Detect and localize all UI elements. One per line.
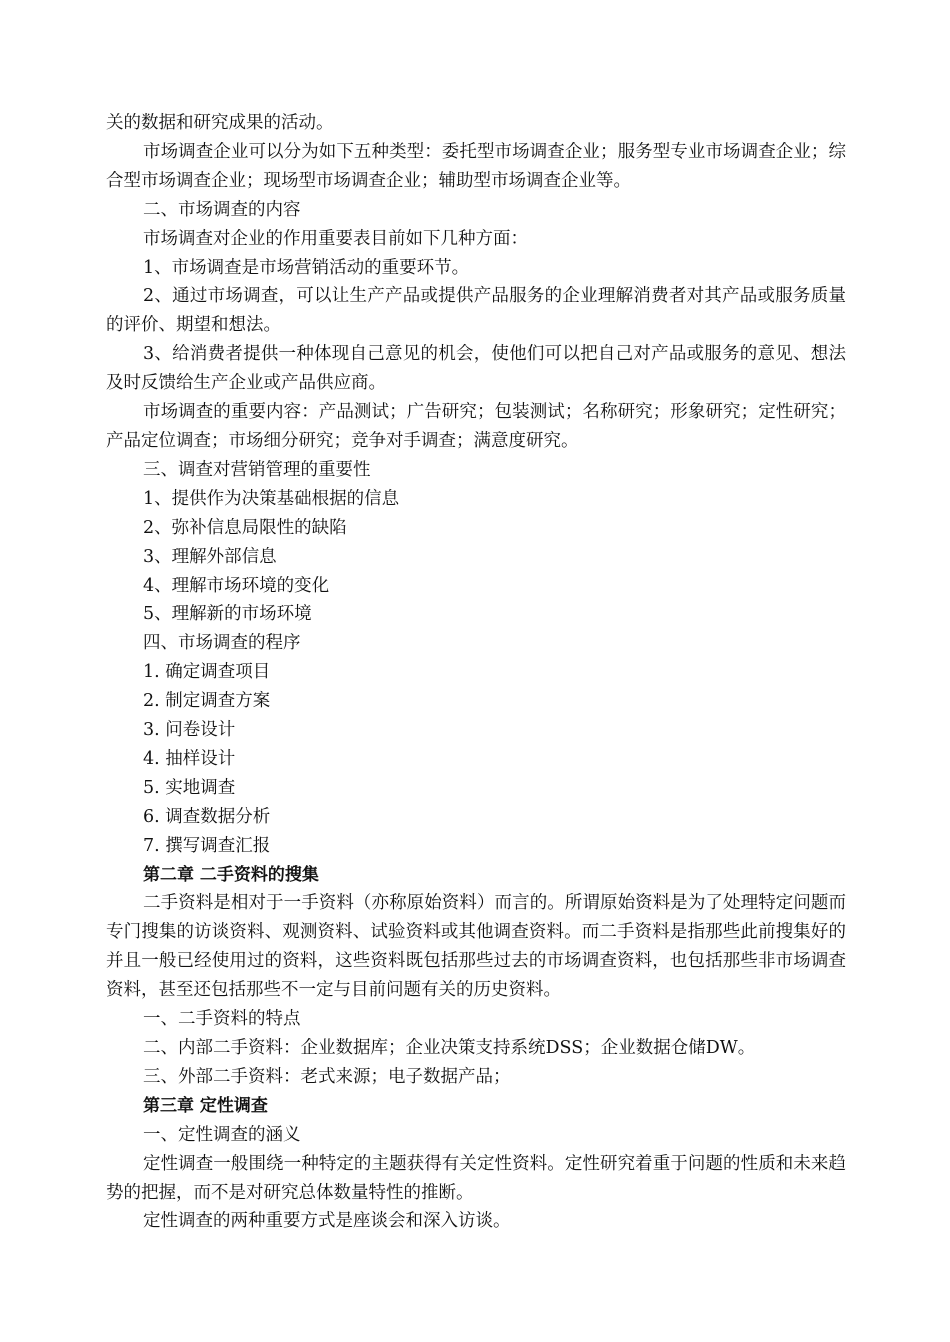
- paragraph: 一、定性调查的涵义: [143, 1124, 301, 1145]
- paragraph: 2. 制定调查方案: [143, 691, 271, 712]
- chapter-heading: 第二章 二手资料的搜集: [143, 864, 319, 885]
- paragraph: 3、给消费者提供一种体现自己意见的机会，使他们可以把自己对产品或服务的意见、想法及时反馈给生产企业或产品供应商。: [106, 344, 846, 394]
- paragraph: 二、内部二手资料：企业数据库；企业决策支持系统DSS；企业数据仓储DW。: [143, 1038, 756, 1058]
- paragraph: 市场调查的重要内容：产品测试；广告研究；包装测试；名称研究；形象研究；定性研究；产品定位调查；市场细分研究；竞争对手调查；满意度研究。: [106, 402, 846, 451]
- paragraph: 1、提供作为决策基础根据的信息: [143, 488, 400, 509]
- paragraph: 定性调查的两种重要方式是座谈会和深入访谈。: [143, 1211, 511, 1232]
- paragraph: 二手资料是相对于一手资料（亦称原始资料）而言的。所谓原始资料是为了处理特定问题而专门搜集的访谈资料、观测资料、试验资料或其他调查资料。而二手资料是指那些此前搜集好的并且一般已经使用过的资料，这些资料既包括那些过去的市场调查资料，也包括那些非市场调查资料，甚至还包括那些不一定与目前问题有关的历史资料。: [106, 893, 846, 1001]
- paragraph: 4、理解市场环境的变化: [143, 575, 330, 596]
- paragraph: 1、市场调查是市场营销活动的重要环节。: [143, 257, 470, 278]
- paragraph: 市场调查企业可以分为如下五种类型：委托型市场调查企业；服务型专业市场调查企业；综合型市场调查企业；现场型市场调查企业；辅助型市场调查企业等。: [106, 141, 846, 191]
- paragraph: 1. 确定调查项目: [143, 662, 271, 683]
- paragraph: 3、理解外部信息: [143, 546, 277, 567]
- paragraph: 5、理解新的市场环境: [143, 604, 312, 625]
- paragraph: 关的数据和研究成果的活动。: [106, 113, 334, 133]
- paragraph: 四、市场调查的程序: [143, 633, 301, 654]
- chapter-heading: 第三章 定性调查: [143, 1095, 268, 1116]
- paragraph: 3. 问卷设计: [143, 720, 236, 741]
- paragraph: 6. 调查数据分析: [143, 806, 271, 827]
- paragraph: 三、调查对营销管理的重要性: [143, 459, 371, 480]
- paragraph: 5. 实地调查: [143, 777, 236, 798]
- paragraph: 市场调查对企业的作用重要表目前如下几种方面：: [143, 228, 528, 249]
- paragraph: 定性调查一般围绕一种特定的主题获得有关定性资料。定性研究着重于问题的性质和未来趋势的把握，而不是对研究总体数量特性的推断。: [106, 1153, 846, 1203]
- paragraph: 2、通过市场调查，可以让生产产品或提供产品服务的企业理解消费者对其产品或服务质量的评价、期望和想法。: [106, 286, 846, 336]
- document-body: [106, 109, 846, 1236]
- paragraph: 4. 抽样设计: [143, 748, 236, 769]
- paragraph: 三、外部二手资料：老式来源；电子数据产品；: [143, 1066, 511, 1087]
- paragraph: 二、市场调查的内容: [143, 199, 301, 220]
- paragraph: 一、二手资料的特点: [143, 1009, 301, 1030]
- paragraph: 2、弥补信息局限性的缺陷: [143, 517, 347, 538]
- paragraph: 7. 撰写调查汇报: [143, 835, 271, 856]
